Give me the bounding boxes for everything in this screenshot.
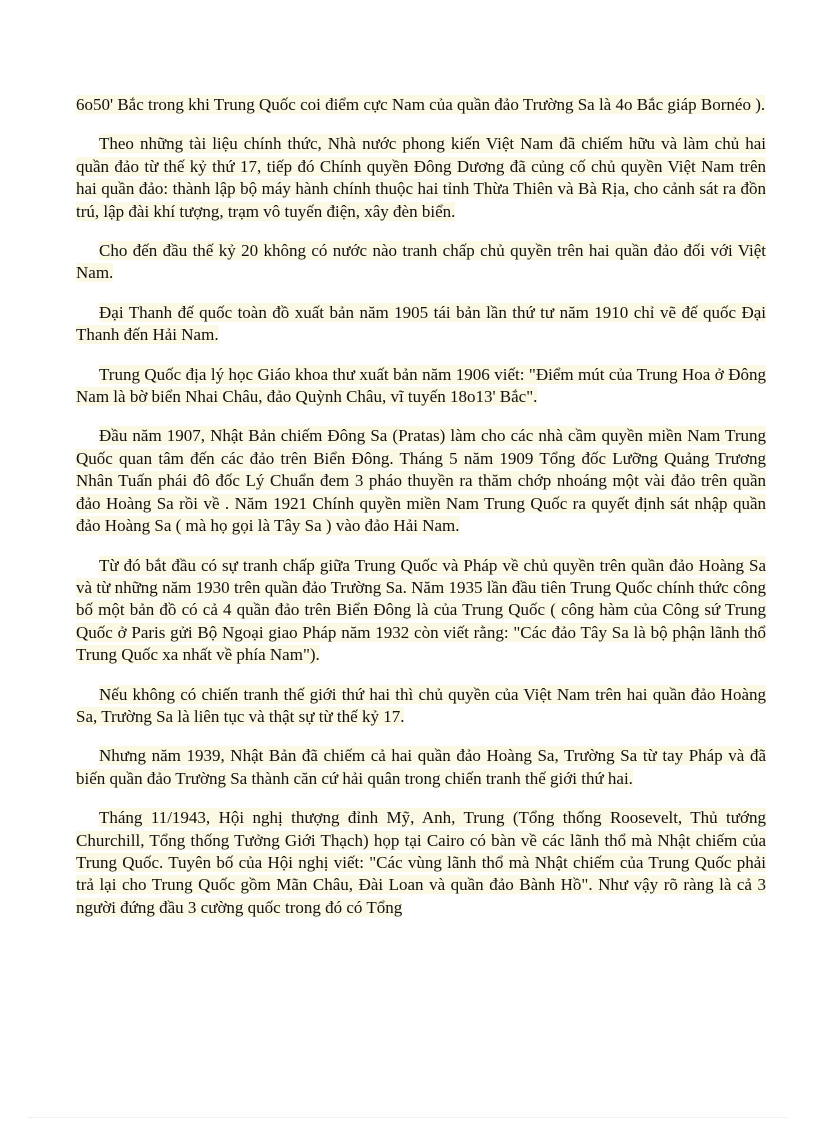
paragraph-1-text: 6o50' Bắc trong khi Trung Quốc coi điểm cực Nam của quần đảo Trường Sa là 4o Bắc giáp Bornéo ).	[76, 95, 766, 114]
paragraph-8	[76, 684, 766, 729]
paragraph-2	[76, 133, 766, 223]
paragraph-7	[76, 555, 766, 667]
paragraph-4-text: Đại Thanh đế quốc toàn đồ xuất bản năm 1905 tái bản lần thứ tư năm 1910 chỉ vẽ đế quốc Đại Thanh đến Hải Nam.	[76, 302, 766, 345]
paragraph-10-text: Tháng 11/1943, Hội nghị thượng đỉnh Mỹ, Anh, Trung (Tổng thống Roosevelt, Thủ tướng Churchill, Tổng thống Tưởng Giới Thạch) họp tại Cairo có bàn về các lãnh thổ mà Nhật chiếm của Trung Quốc. Tuyên bố của Hội nghị viết: "Các vùng lãnh thổ mà Nhật chiếm của Trung Quốc phải trả lại cho Trung Quốc gồm Mãn Châu, Đài Loan và quần đảo Bành Hồ". Như vậy rõ ràng là cả 3 người đứng đầu 3 cường quốc trong đó có Tổng	[76, 808, 766, 917]
paragraph-3-text: Cho đến đầu thế kỷ 20 không có nước nào tranh chấp chủ quyền trên hai quần đảo đối với Việt Nam.	[76, 241, 766, 283]
paragraph-3	[76, 240, 766, 285]
paragraph-8-text: Nếu không có chiến tranh thế giới thứ hai thì chủ quyền của Việt Nam trên hai quần đảo Hoàng Sa, Trường Sa là liên tục và thật sự từ thế kỷ 17.	[76, 684, 766, 726]
paragraph-1	[76, 94, 766, 116]
paragraph-4	[76, 302, 766, 347]
page-bottom-divider	[28, 1117, 788, 1118]
paragraph-9-text: Nhưng năm 1939, Nhật Bản đã chiếm cả hai quần đảo Hoàng Sa, Trường Sa từ tay Pháp và đã biến quần đảo Trường Sa thành căn cứ hải quân trong chiến tranh thế giới thứ hai.	[76, 746, 766, 788]
paragraph-6	[76, 425, 766, 537]
paragraph-7-text: Từ đó bắt đầu có sự tranh chấp giữa Trung Quốc và Pháp về chủ quyền trên quần đảo Hoàng Sa và từ những năm 1930 trên quần đảo Trường Sa. Năm 1935 lần đầu tiên Trung Quốc chính thức công bố một bản đồ có cả 4 quần đảo trên Biển Đông là của Trung Quốc ( công hàm của Công sứ Trung Quốc ở Paris gửi Bộ Ngoại giao Pháp năm 1932 còn viết rằng: "Các đảo Tây Sa là bộ phận lãnh thổ Trung Quốc xa nhất về phía Nam").	[76, 555, 766, 665]
paragraph-5-text: Trung Quốc địa lý học Giáo khoa thư xuất bản năm 1906 viết: "Điểm mút của Trung Hoa ở Đông Nam là bờ biển Nhai Châu, đảo Quỳnh Châu, vĩ tuyến 18o13' Bắc".	[76, 364, 766, 407]
paragraph-2-text: Theo những tài liệu chính thức, Nhà nước phong kiến Việt Nam đã chiếm hữu và làm chủ hai quần đảo từ thế kỷ thứ 17, tiếp đó Chính quyền Đông Dương đã củng cố chủ quyền Việt Nam trên hai quần đảo: thành lập bộ máy hành chính thuộc hai tỉnh Thừa Thiên và Bà Rịa, cho cảnh sát ra đồn trú, lập đài khí tượng, trạm vô tuyến điện, xây đèn biển.	[76, 134, 766, 221]
paragraph-6-text: Đầu năm 1907, Nhật Bản chiếm Đông Sa (Pratas) làm cho các nhà cầm quyền miền Nam Trung Quốc quan tâm đến các đảo trên Biển Đông. Tháng 5 năm 1909 Tổng đốc Lưỡng Quảng Trương Nhân Tuấn phái đô đốc Lý Chuẩn đem 3 pháo thuyền ra thăm chớp nhoáng một vài đảo trên quần đảo Hoàng Sa rồi về . Năm 1921 Chính quyền miền Nam Trung Quốc ra quyết định sát nhập quần đảo Hoàng Sa ( mà họ gọi là Tây Sa ) vào đảo Hải Nam.	[76, 426, 766, 536]
paragraph-10	[76, 807, 766, 919]
paragraph-5	[76, 364, 766, 409]
document-body	[76, 94, 766, 936]
paragraph-9	[76, 745, 766, 790]
